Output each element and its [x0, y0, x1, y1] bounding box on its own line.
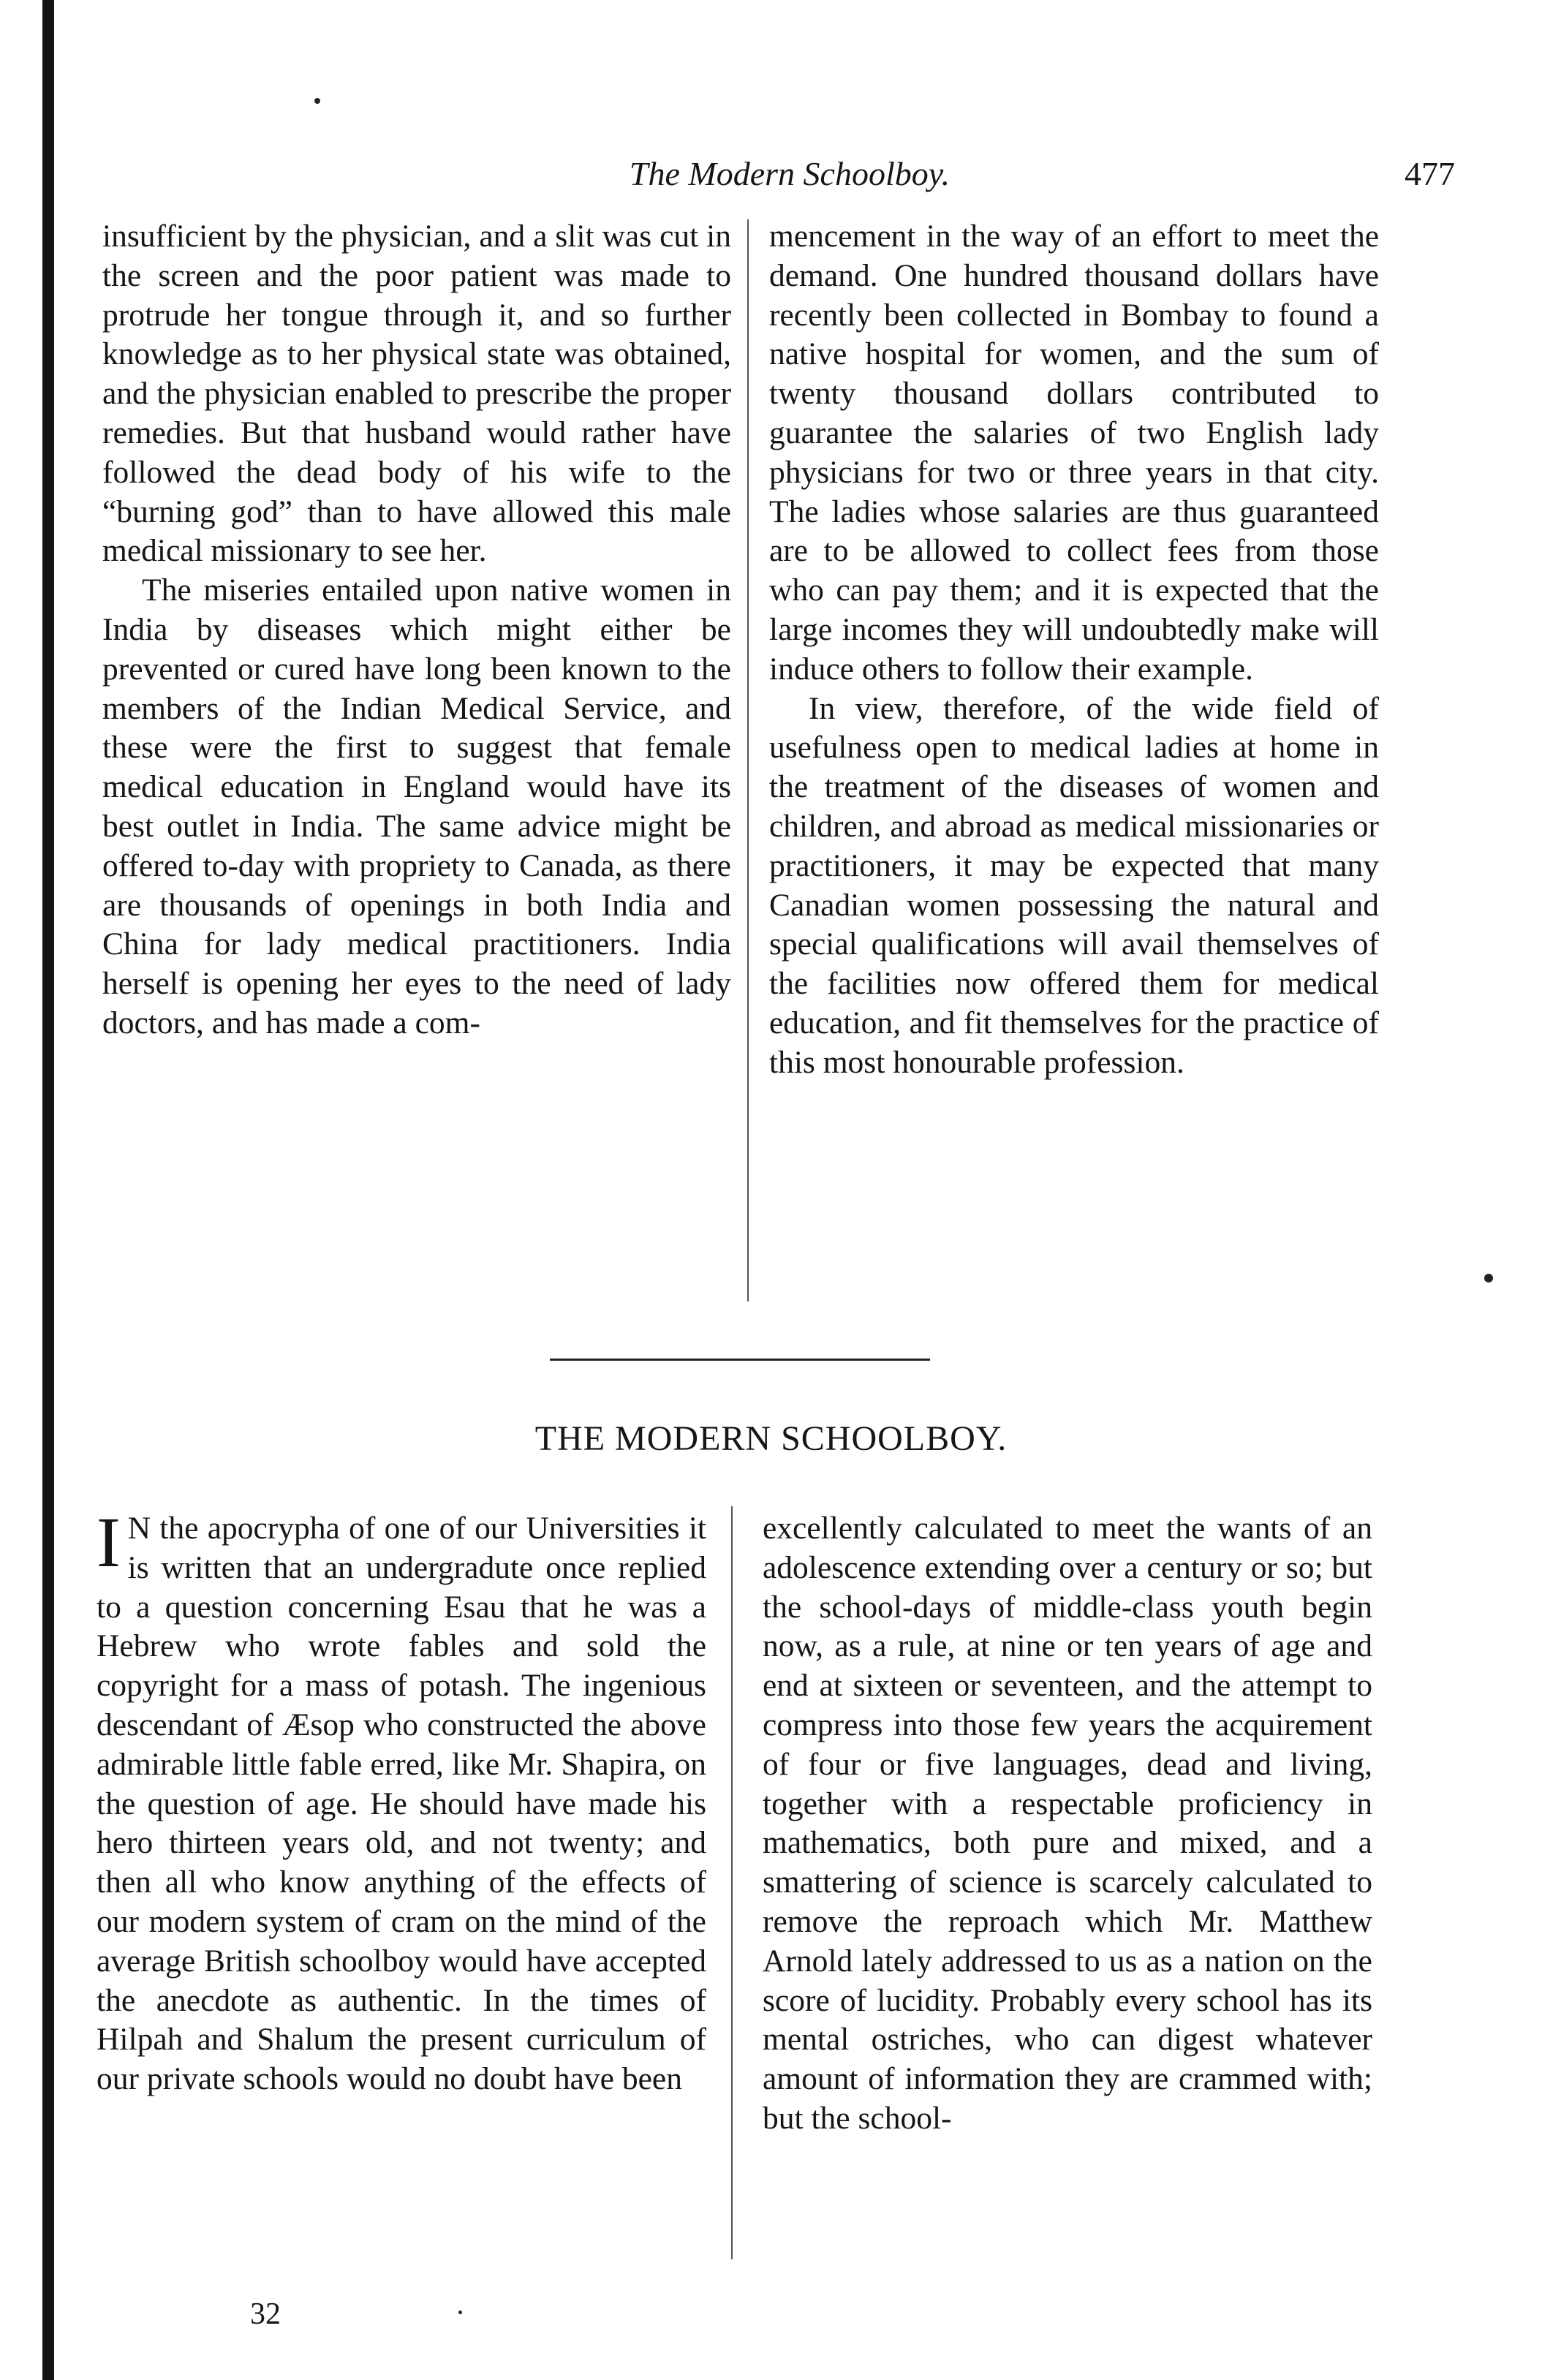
paragraph: excellently calculated to meet the wants of an adolescence extending over a century or so; but the school-days of middle-class youth begin now, as a rule, at nine or ten years of age and end at sixteen or seventeen, and the attempt to compress into those few years the acquirement of four or five languages, dead and living, together with a respectable proficiency in mathematics, both pure and mixed, and a smattering of science is scarcely calculated to remove the reproach which Mr. Matthew Arnold lately addressed to us as a nation on the score of lucidity. Probably every school has its mental ostriches, who can digest whatever amount of information they are crammed with; but the school-	[763, 1511, 1372, 2136]
speck-mark	[1484, 1274, 1493, 1282]
opening-paragraph	[97, 1503, 706, 2099]
section-separator-rule	[550, 1359, 930, 1361]
running-title: The Modern Schoolboy.	[629, 155, 950, 192]
new-article-left-column	[97, 1503, 706, 2099]
book-spine-edge	[42, 0, 54, 2380]
paragraph: In view, therefore, of the wide field of usefulness open to medical ladies at home in the treatment of the diseases of women and children, and abroad as medical missionaries or practitioners, it may be expected that many Canadian women possessing the natural and special qualifications will avail themselves of the facilities now offered them for medical education, and fit themselves for the practice of this most honourable profession.	[769, 690, 1379, 1080]
new-article-right-column	[763, 1509, 1372, 2139]
page-header	[102, 152, 1477, 196]
article-title: THE MODERN SCHOOLBOY.	[534, 1419, 1008, 1458]
column-divider	[731, 1506, 733, 2259]
drop-cap: I	[97, 1503, 121, 1582]
column-divider	[747, 219, 749, 1302]
paragraph: The miseries entailed upon native women in India by diseases which might either be prevented or cured have long been known to the members of the Indian Medical Service, and these were the first to suggest that female medical education in England would have its best outlet in India. The same advice might be offered to-day with propriety to Canada, as there are thousands of openings in both India and China for lady medical practitioners. India herself is opening her eyes to the need of lady doctors, and has made a com-	[102, 573, 731, 1040]
page-number: 477	[1405, 155, 1455, 192]
opening-paragraph-text: N the apocrypha of one of our Universities it is written that an undergradute once replied to a question concerning Esau that he was a Hebrew who wrote fables and sold the copyright for a mass of potash. The ingenious descendant of Æsop who constructed the above admirable little fable erred, like Mr. Shapira, on the question of age. He should have made his hero thirteen years old, and not twenty; and then all who know anything of the effects of our modern system of cram on the mind of the average British schoolboy would have accepted the anecdote as authentic. In the times of Hilpah and Shalum the present curriculum of our private schools would no doubt have been	[97, 1511, 706, 2097]
printer-signature-mark: 32	[250, 2297, 281, 2331]
previous-article-right-column	[769, 217, 1379, 1083]
previous-article-left-column	[102, 217, 731, 1043]
paragraph: insufficient by the physician, and a slit was cut in the screen and the poor patient was made to protrude her tongue through it, and so further knowledge as to her physical state was obtained, and the physician enabled to prescribe the proper remedies. But that husband would rather have followed the dead body of his wife to the “burning god” than to have allowed this male medical missionary to see her.	[102, 219, 731, 569]
speck-mark	[458, 2311, 462, 2314]
paragraph: mencement in the way of an effort to meet the demand. One hundred thousand dollars have recently been collected in Bombay to found a native hospital for women, and the sum of twenty thousand dollars contributed to guarantee the salaries of two English lady physicians for two or three years in that city. The ladies whose salaries are thus guaranteed are to be allowed to collect fees from those who can pay them; and it is expected that the large incomes they will undoubtedly make will induce others to follow their example.	[769, 219, 1379, 687]
speck-mark	[314, 98, 320, 104]
